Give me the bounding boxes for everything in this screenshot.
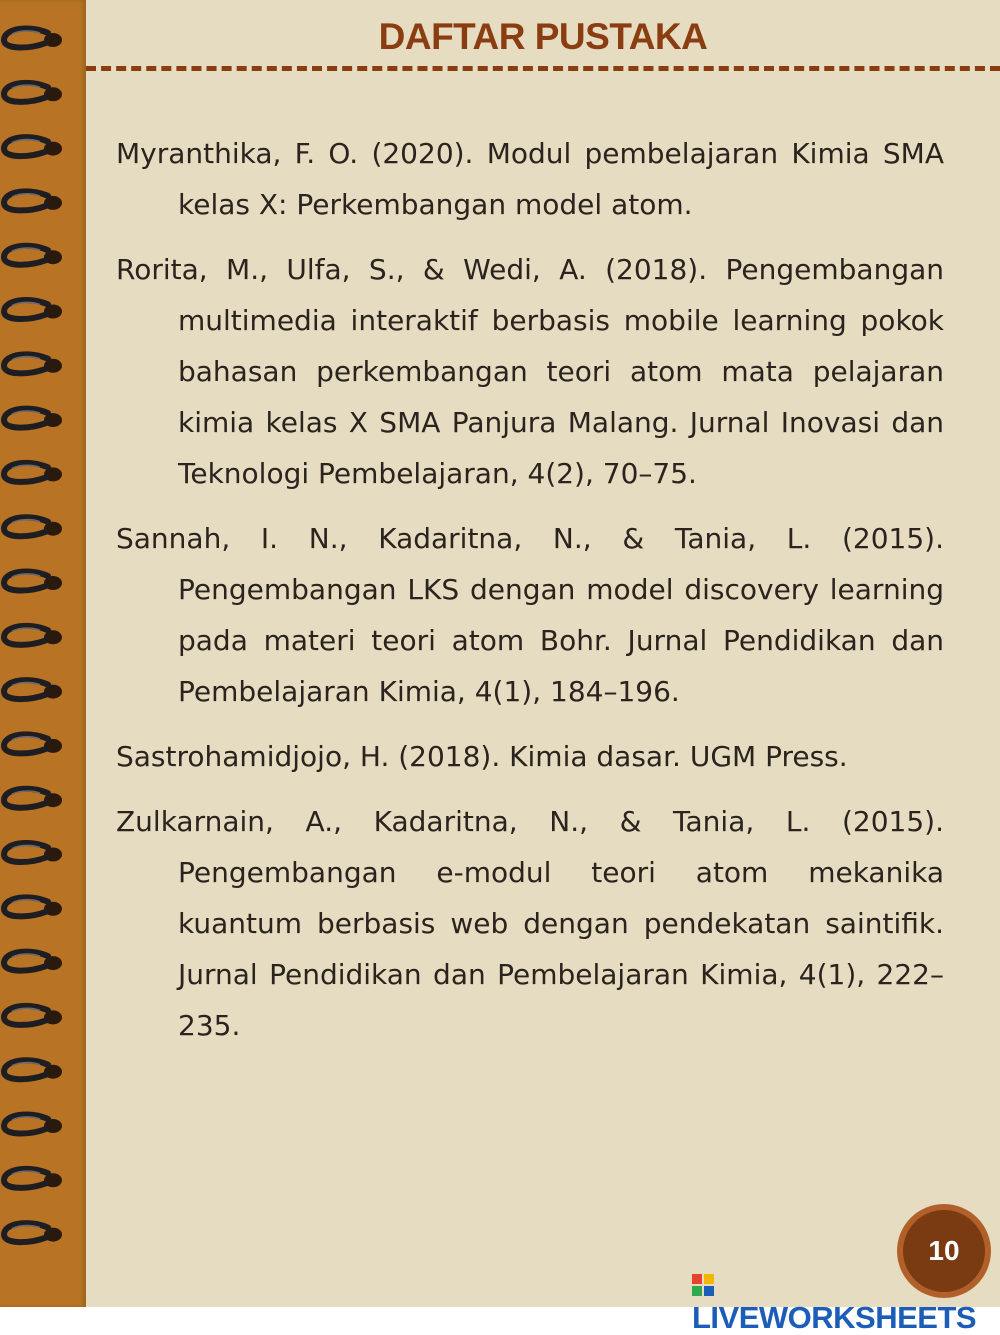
spiral-ring-icon (4, 300, 62, 319)
spiral-ring-icon (4, 191, 62, 210)
spiral-ring-icon (4, 952, 62, 971)
spiral-ring-icon (4, 789, 62, 808)
reference-entry: Myranthika, F. O. (2020). Modul pembelajaran Kimia SMA kelas X: Perkembangan model atom. (116, 137, 944, 221)
spiral-ring-icon (4, 680, 62, 699)
spiral-ring-icon (4, 1060, 62, 1079)
spiral-ring-icon (4, 1169, 62, 1188)
reference-entry: Zulkarnain, A., Kadaritna, N., & Tania, L. (2015). Pengembangan e-modul teori atom mekanika kuantum berbasis web dengan pendekatan saintifik. Jurnal Pendidikan dan Pembelajaran Kimia, 4(1), 222–235. (116, 805, 944, 1042)
spiral-ring-icon (4, 83, 62, 102)
spiral-ring-icon (4, 1115, 62, 1134)
spiral-ring-icon (4, 354, 62, 373)
spiral-binding (0, 0, 90, 1307)
spiral-ring-icon (4, 1006, 62, 1025)
page-title: DAFTAR PUSTAKA (378, 16, 708, 57)
spiral-ring-icon (4, 29, 62, 48)
spiral-ring-icon (4, 137, 62, 156)
spiral-ring-icon (4, 1223, 62, 1242)
reference-entry: Sannah, I. N., Kadaritna, N., & Tania, L. (2015). Pengembangan LKS dengan model discovery learning pada materi teori atom Bohr. Jurnal Pendidikan dan Pembelajaran Kimia, 4(1), 184–196. (116, 522, 944, 708)
spiral-ring-icon (4, 734, 62, 753)
title-divider (86, 66, 1000, 71)
spiral-ring-icon (4, 409, 62, 428)
watermark-text: LIVEWORKSHEETS (692, 1300, 977, 1335)
reference-list (116, 128, 944, 1065)
liveworksheets-watermark[interactable] (692, 1267, 1000, 1335)
spiral-ring-icon (4, 246, 62, 265)
spiral-ring-icon (4, 843, 62, 862)
liveworksheets-logo-icon (692, 1274, 714, 1296)
spiral-ring-icon (4, 517, 62, 536)
reference-entry: Sastrohamidjojo, H. (2018). Kimia dasar. UGM Press. (116, 740, 848, 773)
reference-entry: Rorita, M., Ulfa, S., & Wedi, A. (2018). Pengembangan multimedia interaktif berbasis mobile learning pokok bahasan perkembangan teori atom mata pelajaran kimia kelas X SMA Panjura Malang. Jurnal Inovasi dan Teknologi Pembelajaran, 4(2), 70–75. (116, 253, 944, 490)
spiral-ring-icon (4, 897, 62, 916)
spiral-ring-icon (4, 572, 62, 591)
page-number: 10 (928, 1235, 960, 1266)
spiral-ring-icon (4, 626, 62, 645)
spiral-ring-icon (4, 463, 62, 482)
